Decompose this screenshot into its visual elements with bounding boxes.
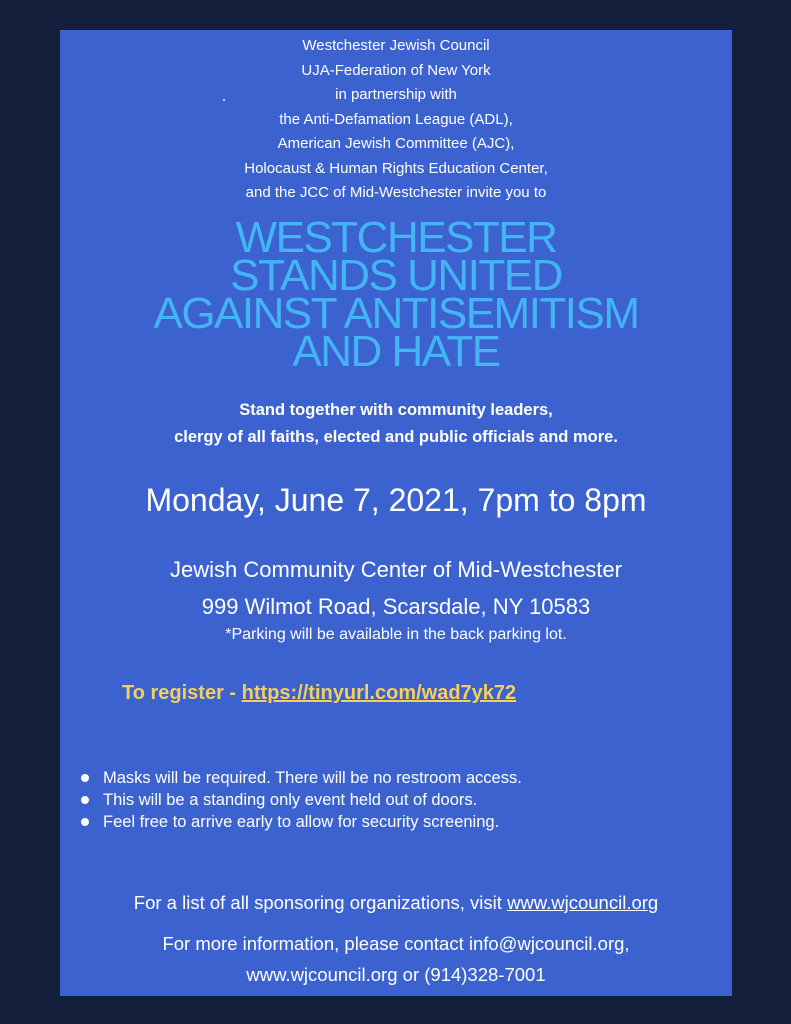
note-text: Feel free to arrive early to allow for security screening.	[103, 813, 500, 831]
contact-info	[60, 928, 732, 990]
title-line: STANDS UNITED	[230, 251, 562, 300]
intro-line: in partnership with	[335, 86, 457, 103]
intro-line: the Anti-Defamation League (ADL),	[279, 110, 513, 128]
register-label: To register -	[122, 682, 242, 704]
venue	[60, 551, 732, 625]
sponsors-text: For a list of all sponsoring organizations, visit	[133, 892, 508, 913]
intro-line: Holocaust & Human Rights Education Center,	[244, 159, 548, 177]
list-item	[78, 789, 522, 811]
note-text: This will be a standing only event held out of doors.	[103, 791, 478, 809]
register-link[interactable]: https://tinyurl.com/wad7yk72	[241, 682, 517, 704]
tagline-line: Stand together with community leaders,	[239, 401, 553, 419]
title-line: AGAINST ANTISEMITISM	[153, 289, 639, 338]
note-text: Masks will be required. There will be no restroom access.	[103, 769, 522, 787]
intro-text	[60, 34, 732, 206]
event-datetime: Monday, June 7, 2021, 7pm to 8pm	[145, 482, 647, 518]
venue-name: Jewish Community Center of Mid-Westchester	[170, 557, 622, 582]
contact-line: For more information, please contact info@wjcouncil.org,	[162, 933, 630, 954]
sponsors-link[interactable]: www.wjcouncil.org	[507, 892, 659, 913]
register-line	[122, 678, 516, 708]
intro-line: American Jewish Committee (AJC),	[277, 135, 515, 152]
list-item	[78, 811, 522, 833]
event-title	[60, 213, 732, 376]
notes-list	[78, 767, 522, 833]
list-item	[78, 767, 522, 789]
parking-note: *Parking will be available in the back parking lot.	[225, 626, 567, 643]
speck-dot	[223, 99, 225, 101]
tagline	[60, 397, 732, 451]
sponsors-line	[60, 889, 732, 917]
bullet-icon	[81, 796, 89, 804]
venue-address: 999 Wilmot Road, Scarsdale, NY 10583	[201, 594, 591, 619]
intro-line: Westchester Jewish Council	[302, 37, 490, 54]
bullet-icon	[81, 774, 89, 782]
contact-line: www.wjcouncil.org or (914)328-7001	[246, 964, 546, 985]
intro-line: UJA-Federation of New York	[301, 61, 491, 79]
intro-line: and the JCC of Mid-Westchester invite you to	[245, 184, 547, 201]
tagline-line: clergy of all faiths, elected and public officials and more.	[174, 428, 618, 446]
event-flyer	[60, 30, 732, 996]
title-line: WESTCHESTER	[235, 213, 557, 262]
title-line: AND HATE	[292, 327, 500, 376]
bullet-icon	[81, 818, 89, 826]
